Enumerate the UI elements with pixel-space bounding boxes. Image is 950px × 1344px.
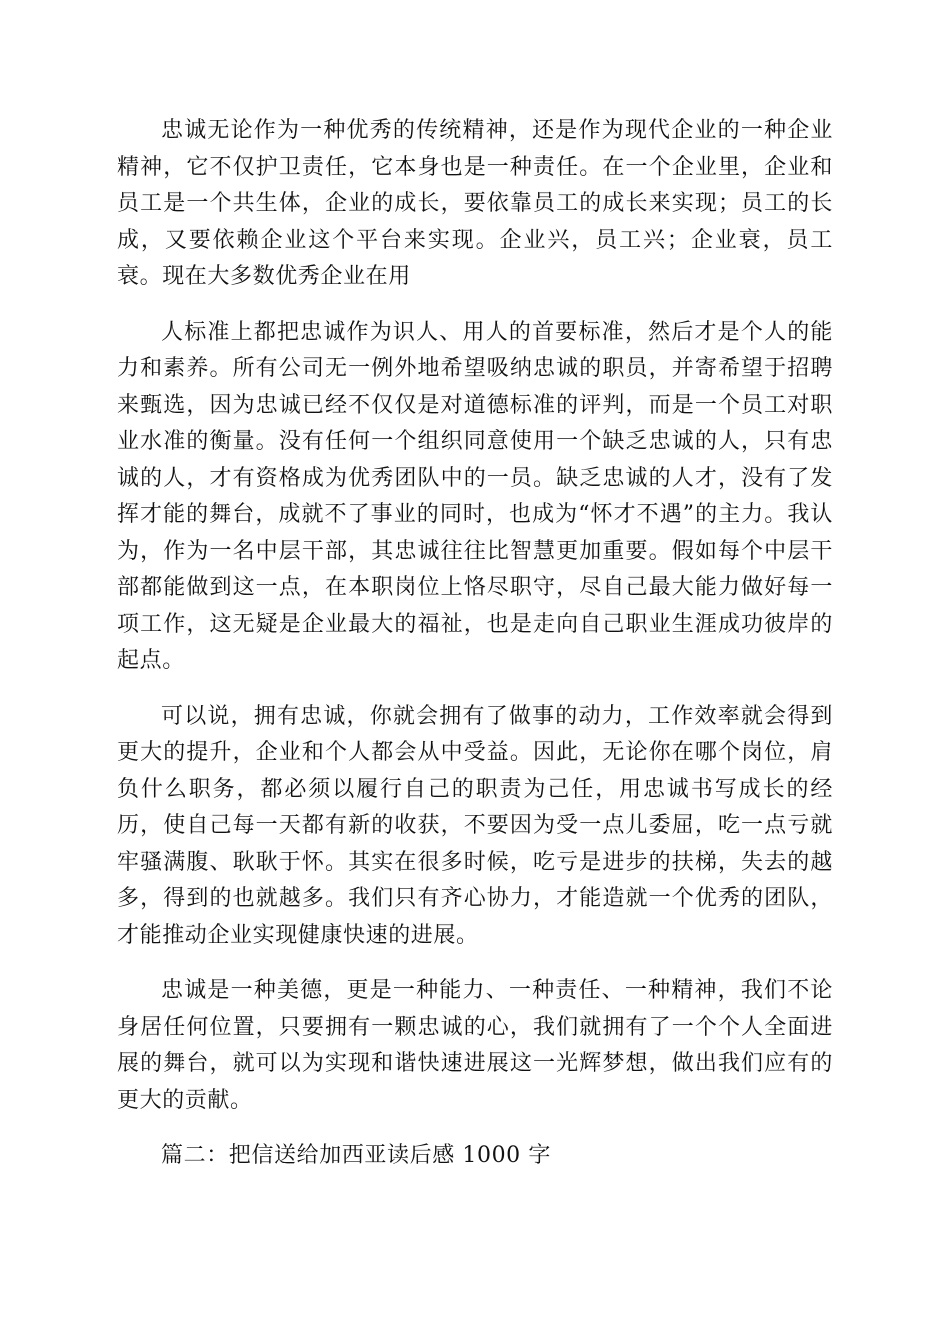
paragraph-2: 人标准上都把忠诚作为识人、用人的首要标准，然后才是个人的能力和素养。所有公司无一例外地希望吸纳忠诚的职员，并寄希望于招聘来甄选，因为忠诚已经不仅仅是对道德标准的评判，而是一个员工对职业水准的衡量。没有任何一个组织同意使用一个缺乏忠诚的人，只有忠诚的人，才有资格成为优秀团队中的一员。缺乏忠诚的人才，没有了发挥才能的舞台，成就不了事业的同时，也成为“怀才不遇”的主力。我认为，作为一名中层干部，其忠诚往往比智慧更加重要。假如每个中层干部都能做到这一点，在本职岗位上恪尽职守，尽自己最大能力做好每一项工作，这无疑是企业最大的福祉，也是走向自己职业生涯成功彼岸的起点。 [117,319,833,673]
paragraph-4: 忠诚是一种美德，更是一种能力、一种责任、一种精神，我们不论身居任何位置，只要拥有一颗忠诚的心，我们就拥有了一个个人全面进展的舞台，就可以为实现和谐快速进展这一光辉梦想，做出我们应有的更大的贡献。 [117,978,833,1113]
paragraph-1: 忠诚无论作为一种优秀的传统精神，还是作为现代企业的一种企业精神，它不仅护卫责任，它本身也是一种责任。在一个企业里，企业和员工是一个共生体，企业的成长，要依靠员工的成长来实现；员工的长成，又要依赖企业这个平台来实现。企业兴，员工兴；企业衰，员工衰。现在大多数优秀企业在用 [117,118,833,289]
section-heading: 篇二：把信送给加西亚读后感 1000 字 [161,1143,551,1168]
document-body [117,113,833,1175]
paragraph-3: 可以说，拥有忠诚，你就会拥有了做事的动力，工作效率就会得到更大的提升，企业和个人都会从中受益。因此，无论你在哪个岗位，肩负什么职务，都必须以履行自己的职责为己任，用忠诚书写成长的经历，使自己每一天都有新的收获，不要因为受一点儿委屈，吃一点亏就牢骚满腹、耿耿于怀。其实在很多时候，吃亏是进步的扶梯，失去的越多，得到的也就越多。我们只有齐心协力，才能造就一个优秀的团队，才能推动企业实现健康快速的进展。 [117,703,833,948]
